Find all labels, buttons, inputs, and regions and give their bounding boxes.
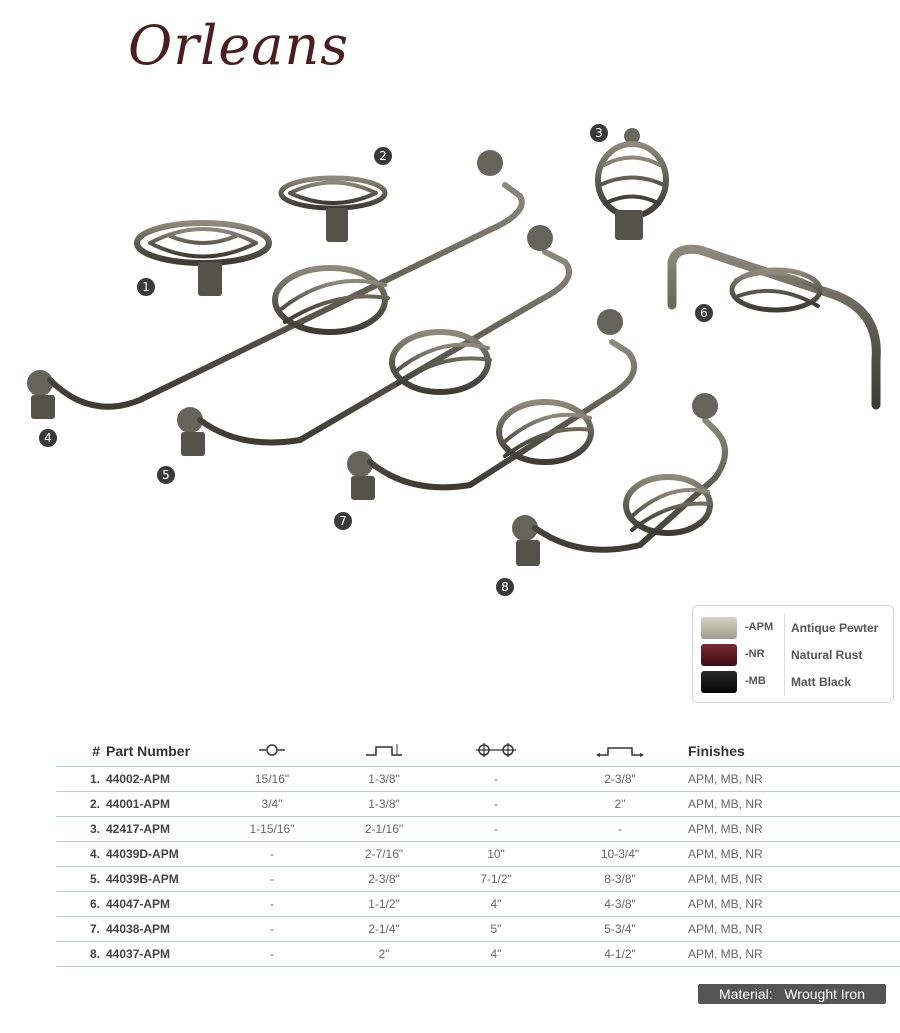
cell-projection: 2-3/8" [328,867,440,892]
finish-name: Matt Black [791,675,852,689]
cell-knob-diameter: 15/16" [216,767,328,792]
cell-center-to-center: 7-1/2" [440,867,552,892]
cell-finishes: APM, MB, NR [688,817,900,842]
divider [784,641,785,669]
cell-center-to-center: - [440,817,552,842]
row-index: 1. [56,767,106,792]
cell-overall-length: 10-3/4" [552,842,688,867]
cell-finishes: APM, MB, NR [688,942,900,967]
table-row [56,792,900,817]
finish-row-apm [699,614,889,640]
part-number: 44039D-APM [106,842,216,867]
product-number-badge: 5 [157,466,175,484]
finish-name: Antique Pewter [791,621,879,635]
finish-code: -APM [745,621,774,633]
row-index: 4. [56,842,106,867]
cell-overall-length: 4-3/8" [552,892,688,917]
part-number: 44047-APM [106,892,216,917]
cell-projection: 1-3/8" [328,792,440,817]
cell-overall-length: 4-1/2" [552,942,688,967]
projection-icon [364,742,404,758]
divider [784,668,785,696]
row-index: 5. [56,867,106,892]
product-number-badge: 8 [496,578,514,596]
cell-projection: 2-1/4" [328,917,440,942]
part-number: 44037-APM [106,942,216,967]
cell-finishes: APM, MB, NR [688,892,900,917]
cell-knob-diameter: - [216,892,328,917]
column-header-finishes: Finishes [688,743,745,759]
product-number-badge: 6 [695,304,713,322]
finish-swatch [701,617,737,639]
product-number-badge: 1 [137,278,155,296]
part-number: 44038-APM [106,917,216,942]
cell-knob-diameter: - [216,842,328,867]
table-row [56,942,900,967]
cell-finishes: APM, MB, NR [688,767,900,792]
cell-overall-length: - [552,817,688,842]
cell-projection: 1-3/8" [328,767,440,792]
material-badge: Material: Wrought Iron [698,984,886,1004]
finish-row-mb [699,668,889,694]
part-number: 44001-APM [106,792,216,817]
cell-center-to-center: - [440,767,552,792]
column-header-knob-diameter [216,736,328,767]
finish-name: Natural Rust [791,648,863,662]
product-number-badge: 7 [334,512,352,530]
row-index: 3. [56,817,106,842]
product-1-knob [137,223,269,296]
row-index: 6. [56,892,106,917]
cell-finishes: APM, MB, NR [688,792,900,817]
product-4-pull [27,150,522,419]
cell-overall-length: 8-3/8" [552,867,688,892]
product-number-badge: 3 [590,124,608,142]
table-row [56,917,900,942]
product-illustration [0,110,900,610]
column-header-part-number: Part Number [106,743,191,759]
cell-overall-length: 5-3/4" [552,917,688,942]
cell-overall-length: 2-3/8" [552,767,688,792]
cell-projection: 2-7/16" [328,842,440,867]
table-row [56,817,900,842]
product-3-knob [598,128,666,240]
product-6-pull [672,249,876,405]
spec-table [56,736,900,967]
overall-length-icon [594,742,646,758]
cell-finishes: APM, MB, NR [688,867,900,892]
column-header-center-to-center [440,736,552,767]
table-row [56,892,900,917]
cell-center-to-center: 4" [440,942,552,967]
part-number: 42417-APM [106,817,216,842]
cell-center-to-center: 5" [440,917,552,942]
cell-knob-diameter: 1-15/16" [216,817,328,842]
column-header-projection [328,736,440,767]
center-to-center-icon [474,742,518,758]
finish-code: -MB [745,675,766,687]
table-row [56,867,900,892]
cell-finishes: APM, MB, NR [688,917,900,942]
finish-row-nr [699,641,889,667]
cell-center-to-center: 10" [440,842,552,867]
cell-overall-length: 2" [552,792,688,817]
product-7-pull [347,309,634,500]
product-number-badge: 4 [39,429,57,447]
part-number: 44039B-APM [106,867,216,892]
table-header-row [56,736,900,767]
divider [784,614,785,642]
cell-knob-diameter: - [216,942,328,967]
finish-code: -NR [745,648,765,660]
row-index: 8. [56,942,106,967]
cell-projection: 2" [328,942,440,967]
table-row [56,767,900,792]
table-row [56,842,900,867]
cell-center-to-center: - [440,792,552,817]
cell-knob-diameter: - [216,917,328,942]
page-title: Orleans [128,14,349,77]
product-number-badge: 2 [374,147,392,165]
cell-projection: 2-1/16" [328,817,440,842]
knob-diameter-icon [258,743,286,757]
column-header-number: # [92,743,100,759]
row-index: 7. [56,917,106,942]
finish-swatch [701,671,737,693]
finish-swatch [701,644,737,666]
cell-center-to-center: 4" [440,892,552,917]
finishes-legend [692,605,894,703]
part-number: 44002-APM [106,767,216,792]
column-header-overall-length [552,736,688,767]
row-index: 2. [56,792,106,817]
cell-projection: 1-1/2" [328,892,440,917]
cell-knob-diameter: - [216,867,328,892]
product-2-knob [281,178,385,242]
cell-knob-diameter: 3/4" [216,792,328,817]
cell-finishes: APM, MB, NR [688,842,900,867]
